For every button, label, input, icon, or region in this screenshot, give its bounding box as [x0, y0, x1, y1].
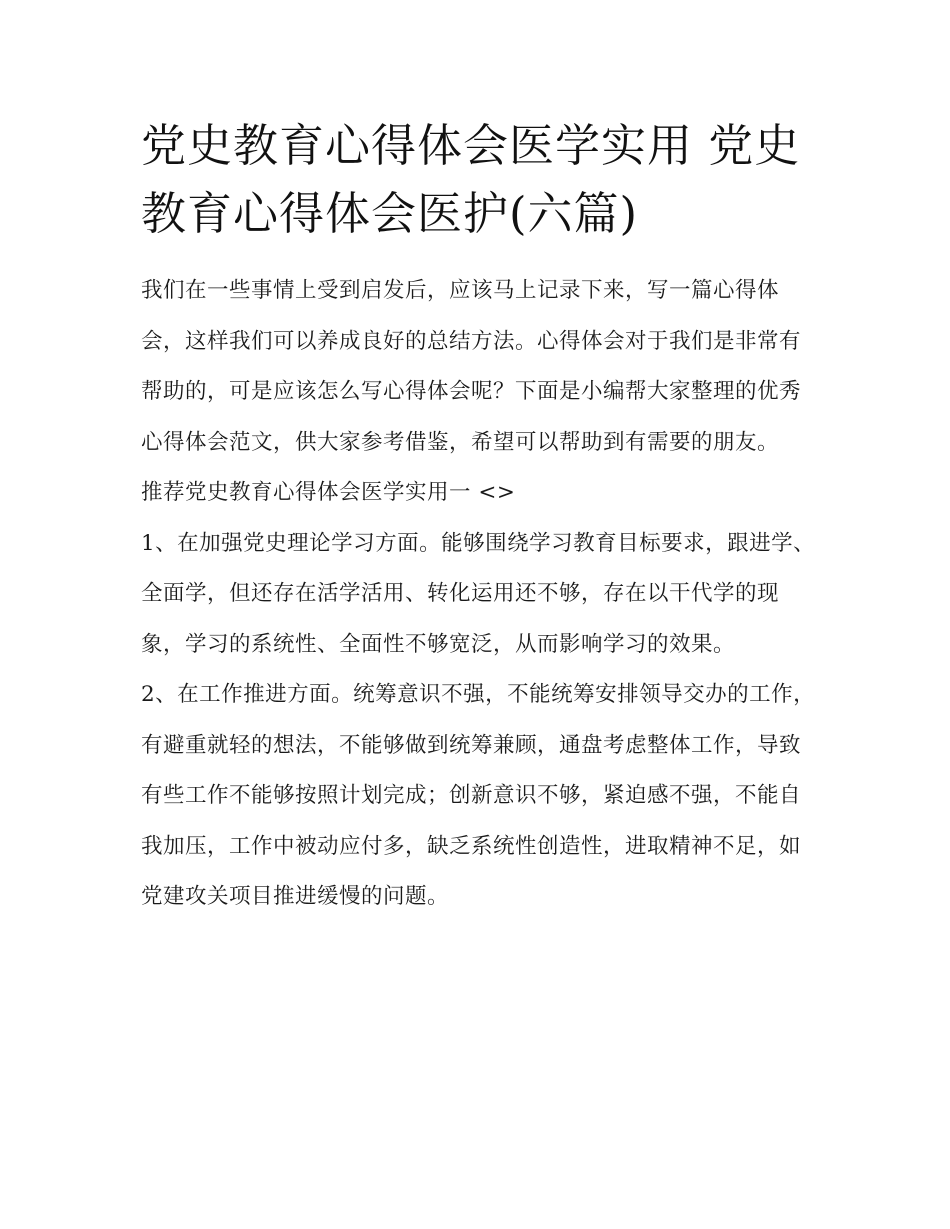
document-body	[141, 266, 821, 923]
point-one-paragraph: 1、在加强党史理论学习方面。能够围绕学习教育目标要求，跟进学、全面学，但还存在活学活用、转化运用还不够，存在以干代学的现象，学习的系统性、全面性不够宽泛，从而影响学习的效果。	[141, 530, 816, 657]
intro-paragraph: 我们在一些事情上受到启发后，应该马上记录下来，写一篇心得体会，这样我们可以养成良好的总结方法。心得体会对于我们是非常有帮助的，可是应该怎么写心得体会呢？下面是小编帮大家整理的优秀心得体会范文，供大家参考借鉴，希望可以帮助到有需要的朋友。	[141, 278, 802, 455]
section-heading: 推荐党史教育心得体会医学实用一 <>	[141, 480, 516, 505]
document-title: 党史教育心得体会医学实用 党史教育心得体会医护(六篇)	[141, 119, 801, 240]
point-two-paragraph: 2、在工作推进方面。统筹意识不强，不能统筹安排领导交办的工作，有避重就轻的想法，不能够做到统筹兼顾，通盘考虑整体工作，导致有些工作不能够按照计划完成；创新意识不够，紧迫感不强，不能自我加压，工作中被动应付多，缺乏系统性创造性，进取精神不足，如党建攻关项目推进缓慢的问题。	[141, 682, 816, 909]
document-content	[141, 112, 821, 923]
